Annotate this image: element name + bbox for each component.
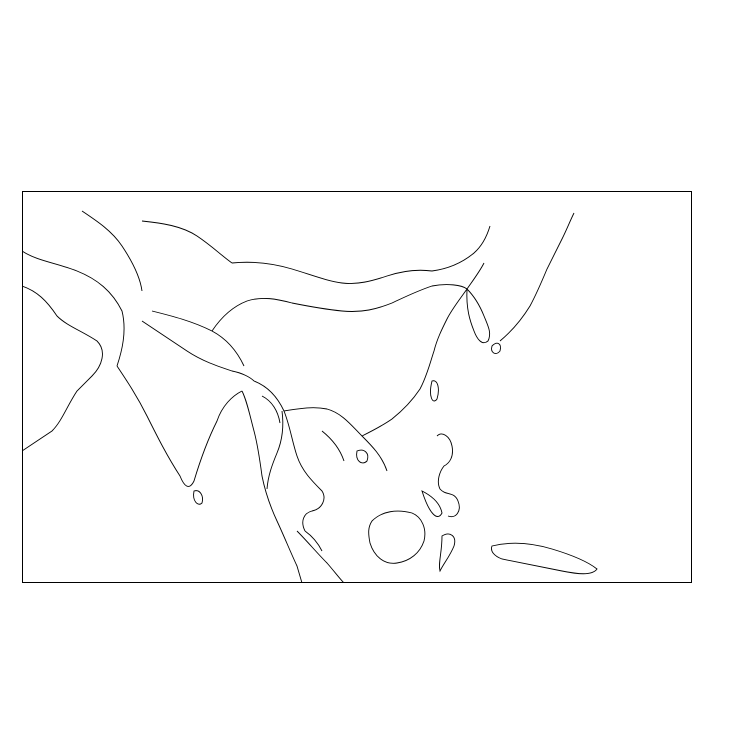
map-panel bbox=[22, 191, 692, 583]
